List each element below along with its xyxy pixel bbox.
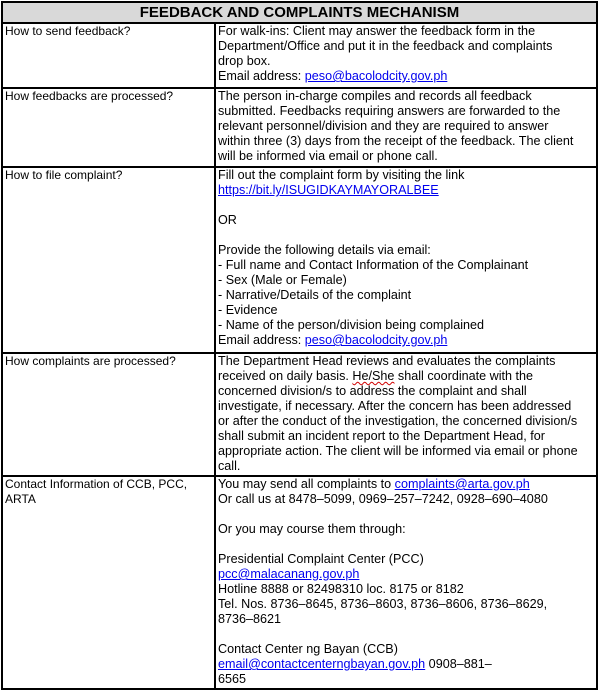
email-line: [218, 333, 594, 348]
answer-line: Department/Office and put it in the feedback and complaints: [218, 39, 553, 53]
answer-line: [218, 369, 594, 384]
answer-line: or after the conduct of the investigation, the concerned division/s: [218, 414, 578, 428]
send-line: [218, 477, 594, 492]
question-cell: [2, 476, 215, 689]
pcc-email-link[interactable]: pcc@malacanang.gov.ph: [218, 567, 360, 581]
spacer: [218, 198, 594, 213]
spellcheck-word: He/She: [352, 369, 395, 383]
ccb-email-line: [218, 657, 594, 672]
spacer: [218, 627, 594, 642]
answer-line: drop box.: [218, 54, 271, 68]
question-line: ARTA: [5, 492, 36, 506]
table-title: FEEDBACK AND COMPLAINTS MECHANISM: [2, 2, 597, 23]
question-line: Contact Information of CCB, PCC,: [5, 477, 188, 491]
question-cell: How to file complaint?: [2, 167, 215, 353]
pcc-hotline: Hotline 8888 or 82498310 loc. 8175 or 8182: [218, 582, 464, 596]
answer-line: will be informed via email or phone call.: [218, 149, 438, 163]
detail-item: - Full name and Contact Information of the Complainant: [218, 258, 529, 272]
answer-line: Provide the following details via email:: [218, 243, 431, 257]
answer-line: The Department Head reviews and evaluates the complaints: [218, 354, 556, 368]
or-text: OR: [218, 213, 237, 227]
email-link[interactable]: peso@bacolodcity.gov.ph: [304, 333, 448, 347]
answer-line: shall submit an incident report to the Department Head, for: [218, 429, 545, 443]
ccb-phone: 0908–881–: [425, 657, 492, 671]
title-row: [2, 2, 597, 23]
answer-line: submitted. Feedbacks requiring answers are forwarded to the: [218, 104, 561, 118]
email-label: Email address:: [218, 333, 305, 347]
complaint-form-link[interactable]: https://bit.ly/ISUGIDKAYMAYORALBEE: [218, 183, 439, 197]
ccb-phone: 6565: [218, 672, 247, 686]
answer-line: investigate, if necessary. After the concern has been addressed: [218, 399, 572, 413]
answer-cell: [215, 88, 597, 167]
answer-cell: [215, 476, 597, 689]
email-link[interactable]: peso@bacolodcity.gov.ph: [304, 69, 448, 83]
answer-cell: [215, 167, 597, 353]
answer-line: For walk-ins: Client may answer the feedback form in the: [218, 24, 536, 38]
ccb-email-link[interactable]: email@contactcenterngbayan.gov.ph: [218, 657, 426, 671]
complaint-form-line: [218, 183, 594, 198]
answer-line: appropriate action. The client will be informed via email or phone: [218, 444, 578, 458]
question-cell: How complaints are processed?: [2, 353, 215, 476]
course-line: Or you may course them through:: [218, 522, 406, 536]
answer-line: Fill out the complaint form by visiting the link: [218, 168, 465, 182]
spacer: [218, 228, 594, 243]
pcc-telephone: Tel. Nos. 8736–8645, 8736–8603, 8736–8606, 8736–8629,: [218, 597, 548, 611]
answer-line: within three (3) days from the receipt of the feedback. The client: [218, 134, 574, 148]
answer-cell: [215, 23, 597, 88]
answer-line: concerned division/s to address the complaint and shall: [218, 384, 527, 398]
table-row: [2, 88, 597, 167]
ccb-name: Contact Center ng Bayan (CCB): [218, 642, 398, 656]
table-row: [2, 476, 597, 689]
question-cell: How feedbacks are processed?: [2, 88, 215, 167]
pcc-email-line: [218, 567, 594, 582]
table-row: [2, 23, 597, 88]
detail-item: - Name of the person/division being complained: [218, 318, 485, 332]
table-row: [2, 353, 597, 476]
detail-item: - Narrative/Details of the complaint: [218, 288, 412, 302]
email-label: Email address:: [218, 69, 305, 83]
pcc-telephone: 8736–8621: [218, 612, 282, 626]
answer-line: The person in-charge compiles and records all feedback: [218, 89, 532, 103]
detail-item: - Evidence: [218, 303, 278, 317]
detail-item: - Sex (Male or Female): [218, 273, 347, 287]
table-row: [2, 167, 597, 353]
document-page: [1, 1, 598, 690]
spacer: [218, 537, 594, 552]
spacer: [218, 507, 594, 522]
question-cell: How to send feedback?: [2, 23, 215, 88]
send-label: You may send all complaints to: [218, 477, 395, 491]
call-line: Or call us at 8478–5099, 0969–257–7242, 0928–690–4080: [218, 492, 548, 506]
feedback-complaints-table: [1, 1, 598, 690]
email-line: [218, 69, 594, 84]
answer-fragment: shall coordinate with the: [397, 369, 534, 383]
answer-fragment: received on daily basis.: [218, 369, 349, 383]
answer-line: call.: [218, 459, 241, 473]
answer-cell: [215, 353, 597, 476]
arta-email-link[interactable]: complaints@arta.gov.ph: [394, 477, 530, 491]
pcc-name: Presidential Complaint Center (PCC): [218, 552, 424, 566]
answer-line: relevant personnel/division and they are required to answer: [218, 119, 549, 133]
